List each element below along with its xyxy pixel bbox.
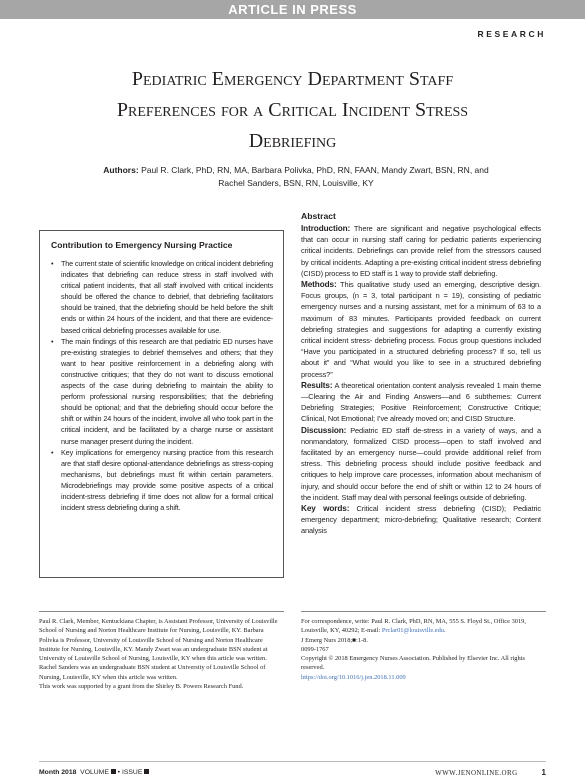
placeholder-square-icon	[144, 769, 149, 774]
article-title	[60, 64, 525, 157]
volume-label: VOLUME	[80, 769, 109, 776]
contribution-text: The current state of scientific knowledge on critical incident debriefing indicates that debriefing can reduce stress in staff involved with critical patient incidents, that all staff involved with critical incidents should be offered the chance to debrief, that debriefing facilitators should be trained, that the debriefing should be held before the shift ends or within 24 hours of the incident, and that there are evidence-based critical debriefing processes available for use.	[61, 259, 273, 335]
footnote-divider-right	[301, 611, 546, 612]
footnote-correspondence	[301, 617, 546, 682]
doi-link[interactable]: https://doi.org/10.1016/j.jen.2018.11.009	[301, 673, 406, 681]
title-line: Pediatric Emergency Department Staff	[131, 68, 454, 90]
article-in-press-banner	[0, 0, 585, 19]
abstract-heading: Abstract	[301, 211, 336, 221]
contribution-list	[51, 258, 273, 513]
section-text: Pediatric ED staff de-stress in a variety of ways, and a nonmandatory, formalized CISD process—open to staff involved and facilitated by an emergency nurse—could provide additional relief from stress. This debriefing process should include positive feedback and critiques to help improve care processes, information about mechanism of injury, and should occur before the end of shift or within 12 to 24 hours of the incident. Staff may deal with personal feelings outside of debriefing.	[301, 425, 541, 502]
author-list	[96, 164, 496, 190]
footer-divider	[39, 761, 546, 762]
journal-site	[435, 768, 546, 777]
page-number: 1	[541, 768, 546, 777]
journal-citation: J Emerg Nurs 2018;■:1-8.	[301, 636, 368, 644]
contribution-heading: Contribution to Emergency Nursing Practice	[51, 240, 233, 250]
issue-info: Month 2018 VOLUME • ISSUE	[39, 769, 149, 776]
issn: 0099-1767	[301, 645, 329, 653]
issue-month: Month 2018	[39, 769, 77, 776]
section-text: This qualitative study used an emerging, descriptive design. Focus groups, (n = 3, total participant n = 19), consisting of pediatric emergency nurses and a nursing assistant, met for a minimum of 63 to a maximum of 83 minutes. Participants provided feedback on current debriefing strategies and suggestions for adapting a currently existing critical incident stress- debriefing process. Focus group questions included “Have you participated in a structured debriefing process? If so, tell us about it” and “What would you like to see in a structured debriefing process?”	[301, 280, 541, 379]
contribution-box	[39, 230, 284, 578]
footnote-affiliations	[39, 617, 284, 691]
affiliations-text: Paul R. Clark, Member, Kentuckiana Chapter, is Assistant Professor, University of Louisville School of Nursing and Norton Healthcare Institute for Nursing, Louisville, KY. Barbara Polivka is Professor, University of Louisville School of Nursing and Norton Healthcare Institute for Nursing, Louisville, KY. Mandy Zwart was an undergraduate BSN student at University of Louisville School of Nursing, Louisville, KY when this article was written. Rachel Sanders was an undergraduate BSN student at University of Louisville School of Nursing, Louisville, KY when this article was written.	[39, 618, 278, 681]
authors-line-1: Paul R. Clark, PhD, RN, MA, Barbara Polivka, PhD, RN, FAAN, Mandy Zwart, BSN, RN, and	[141, 165, 489, 175]
section-label-keywords: Key words:	[301, 504, 350, 514]
email-link[interactable]: Prclar01@louisville.edu	[381, 627, 444, 635]
funding-text: This work was supported by a grant from the Shirley B. Powers Research Fund.	[39, 683, 244, 691]
section-text: Critical incident stress debriefing (CISD); Pediatric emergency department; micro-debriefing; Qualitative research; Content analysis	[301, 504, 541, 536]
authors-label: Authors:	[103, 165, 139, 175]
abstract-discussion	[301, 425, 541, 503]
bullet-icon: •	[51, 336, 54, 346]
contribution-item	[51, 258, 273, 336]
authors-line-2: Rachel Sanders, BSN, RN, Louisville, KY	[218, 178, 374, 188]
abstract-keywords	[301, 503, 541, 537]
site-url[interactable]: WWW.JENONLINE.ORG	[435, 769, 518, 777]
abstract-introduction	[301, 223, 541, 279]
correspondence-address: For correspondence, write: Paul R. Clark, PhD, RN, MA, 555 S. Floyd St., Office 3019, Louisville, KY, 40292; E-mail:	[301, 618, 526, 635]
title-line: Preferences for a Critical Incident Stress	[116, 99, 469, 121]
section-text: A theoretical orientation content analysis revealed 1 main theme—Clearing the Air and Finding Answers—and 6 subthemes: Current Debriefing Strategies; Positive Reinforcement; Constructive Critique; Clinical, Not Emotional; I’ve already moved on; and CISD Structure.	[301, 380, 541, 424]
footnote-divider-left	[39, 611, 284, 612]
copyright: Copyright © 2018 Emergency Nurses Association. Published by Elsevier Inc. All rights reserved.	[301, 655, 525, 672]
bullet-icon: •	[51, 259, 54, 268]
placeholder-square-icon	[111, 769, 116, 774]
contribution-text: The main findings of this research are that pediatric ED nurses have pre-existing strategies to debrief themselves and others; that they want to hear positive reinforcement in a debriefing along with constructive critiques; that they do not want to discuss emotional aspects of the case during debriefing to maintain the ability to perform professional nursing responsibilities; that the debriefing should be optional; and that the debriefing should occur before the shift or within 24 hours of the incident, involve all who took part in the critical incident, and be facilitated by a charge nurse or assistant nurse manager present during the incident.	[61, 336, 273, 446]
contribution-item	[51, 336, 273, 447]
section-label-results: Results:	[301, 380, 333, 390]
issue-label: ISSUE	[121, 769, 143, 776]
banner-text: ARTICLE IN PRESS	[228, 2, 357, 17]
section-label: RESEARCH	[477, 29, 546, 39]
email-suffix: .	[444, 627, 446, 635]
contribution-text: Key implications for emergency nursing practice from this research are that staff desire optional-attendance debriefings as stress-coping mechanisms, but debriefings must fit within certain parameters. Microdebriefings may provide some positive aspects of a critical incident-stress debriefing if time does not allow for a formal critical incident stress debriefing during a shift.	[61, 447, 273, 513]
contribution-item	[51, 447, 273, 514]
section-text: There are significant and negative psychological effects that can occur in nursing staff caring for pediatric patients experiencing critical incidents. Debriefings can provide relief from the stressors caused by critical incidents. Adapting a pre-existing critical incident stress debriefing (CISD) process to ED staff is 1 way to provide staff debriefing.	[301, 224, 541, 278]
abstract-results	[301, 380, 541, 425]
section-label-methods: Methods:	[301, 280, 337, 290]
section-label-discussion: Discussion:	[301, 425, 347, 435]
title-line: Debriefing	[248, 130, 337, 152]
section-label-introduction: Introduction:	[301, 224, 351, 233]
abstract	[301, 211, 541, 537]
correspondence-text	[301, 617, 546, 636]
bullet-icon: •	[51, 447, 54, 457]
abstract-methods	[301, 279, 541, 380]
